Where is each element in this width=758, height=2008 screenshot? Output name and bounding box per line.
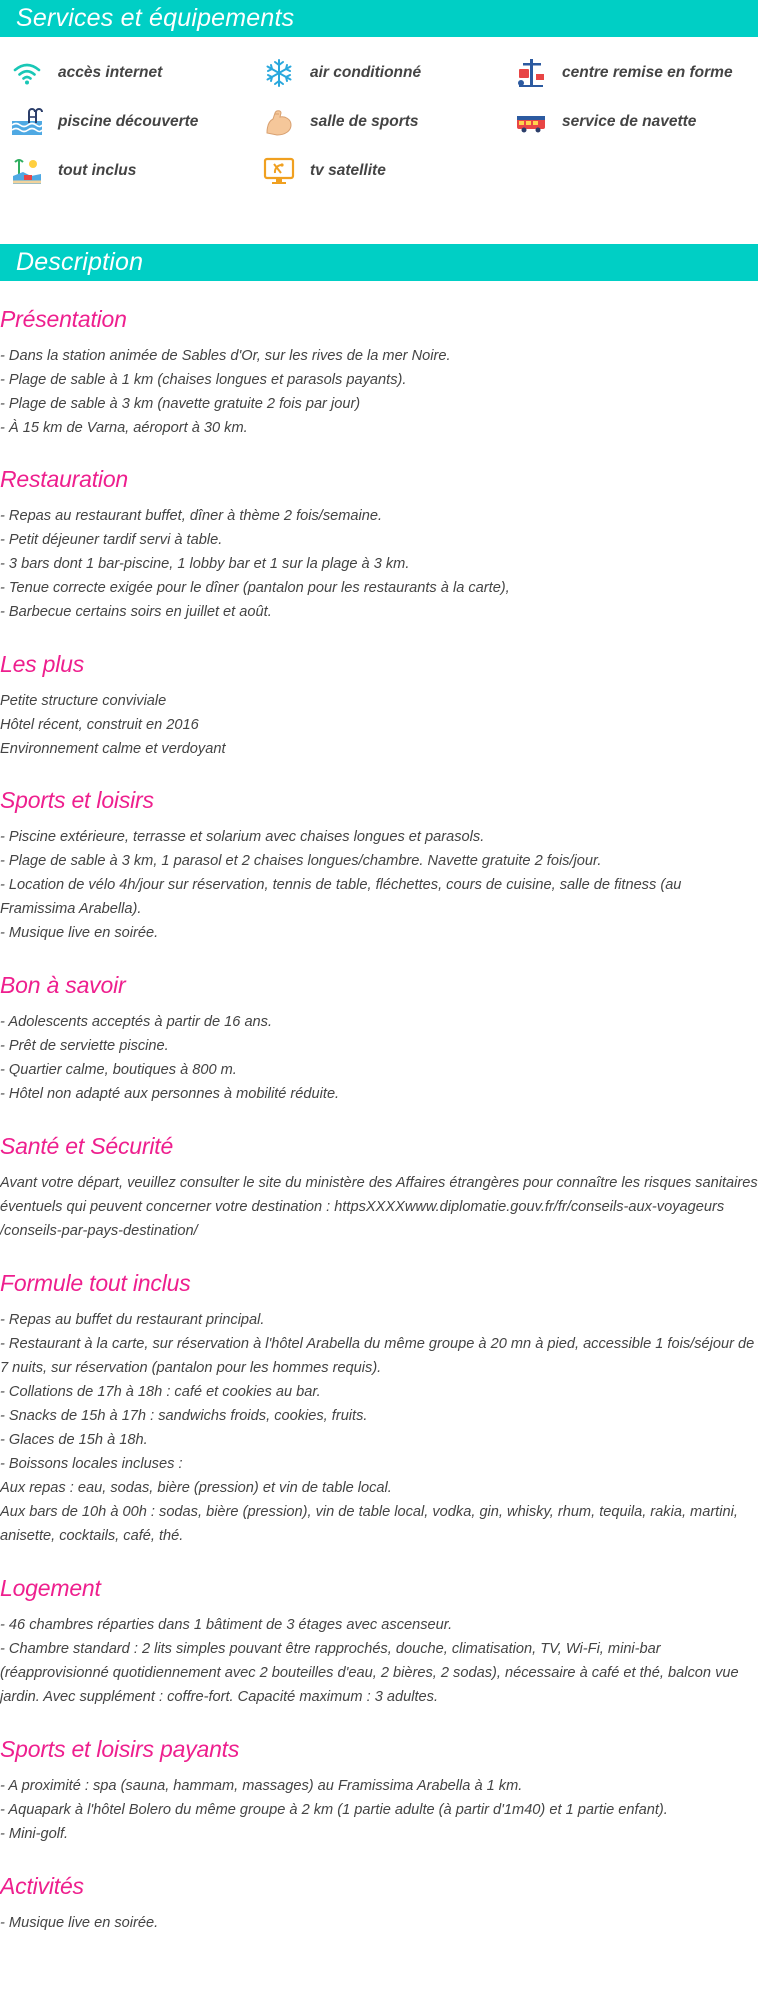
section-line: - Boissons locales incluses : — [0, 1456, 183, 1472]
section-line: - 46 chambres réparties dans 1 bâtiment de 3 étages avec ascenseur. — [0, 1617, 453, 1633]
section-line: - Dans la station animée de Sables d'Or, sur les rives de la mer Noire. — [0, 348, 451, 364]
wifi-icon — [10, 57, 44, 89]
service-label: tout inclus — [58, 162, 137, 179]
description-band: Description — [0, 244, 758, 281]
service-label: piscine découverte — [58, 113, 199, 130]
section-text — [0, 1911, 758, 1935]
section-title: Sports et loisirs payants — [0, 1736, 240, 1762]
section-line: - Musique live en soirée. — [0, 925, 159, 941]
section-line: Petite structure conviviale — [0, 693, 167, 709]
all-inclusive-icon — [10, 155, 44, 187]
service-label: air conditionné — [310, 64, 422, 81]
section-line: - Barbecue certains soirs en juillet et août. — [0, 604, 272, 620]
section-line: - Musique live en soirée. — [0, 1915, 159, 1931]
section-text — [0, 344, 758, 440]
section-line: - Plage de sable à 3 km (navette gratuite 2 fois par jour) — [0, 396, 361, 412]
section-title: Présentation — [0, 306, 127, 332]
description-section — [0, 649, 758, 761]
section-title: Activités — [0, 1873, 84, 1899]
section-line: - Aquapark à l'hôtel Bolero du même groupe à 2 km (1 partie adulte (à partir d'1m40) et 1 partie enfant). — [0, 1802, 668, 1818]
description-body — [0, 304, 758, 1935]
section-title: Restauration — [0, 466, 129, 492]
description-section — [0, 464, 758, 624]
service-label: centre remise en forme — [562, 64, 733, 81]
section-line: - A proximité : spa (sauna, hammam, massages) au Framissima Arabella à 1 km. — [0, 1778, 523, 1794]
section-text — [0, 689, 758, 761]
service-label: salle de sports — [310, 113, 419, 130]
section-text — [0, 1308, 758, 1548]
shuttle-bus-icon — [514, 106, 548, 138]
section-line: - Plage de sable à 1 km (chaises longues et parasols payants). — [0, 372, 407, 388]
description-section — [0, 785, 758, 945]
snowflake-icon — [262, 57, 296, 89]
service-item-satellite-tv — [262, 155, 386, 187]
description-section — [0, 1734, 758, 1846]
pool-icon — [10, 106, 44, 138]
service-item-shuttle — [514, 106, 696, 138]
section-line: - Chambre standard : 2 lits simples pouvant être rapprochés, douche, climatisation, TV, Wi-Fi, mini-bar (réapprovisionné quotidiennement avec 2 bouteilles d'eau, 2 bières, 2 sodas), nécessaire à café et thé, balcon vue jardin. Avec supplément : coffre-fort. Capacité maximum : 3 adultes. — [0, 1641, 739, 1705]
service-item-internet — [10, 57, 162, 89]
section-title: Bon à savoir — [0, 972, 126, 998]
gym-icon — [514, 57, 548, 89]
service-label: accès internet — [58, 64, 163, 81]
service-item-outdoor-pool — [10, 106, 198, 138]
description-section — [0, 970, 758, 1106]
section-line: - Tenue correcte exigée pour le dîner (pantalon pour les restaurants à la carte), — [0, 580, 510, 596]
section-text — [0, 1613, 758, 1709]
services-grid — [0, 37, 758, 244]
service-label: tv satellite — [310, 162, 386, 179]
section-line: - Repas au buffet du restaurant principal. — [0, 1312, 265, 1328]
section-line: - Restaurant à la carte, sur réservation à l'hôtel Arabella du même groupe à 20 mn à pied, accessible 1 fois/séjour de 7 nuits, sur réservation (pantalon pour les hommes requis). — [0, 1336, 755, 1376]
section-line: - Hôtel non adapté aux personnes à mobilité réduite. — [0, 1086, 340, 1102]
section-text — [0, 825, 758, 945]
section-line: - Plage de sable à 3 km, 1 parasol et 2 chaises longues/chambre. Navette gratuite 2 fois/jour. — [0, 853, 602, 869]
section-title: Santé et Sécurité — [0, 1133, 174, 1159]
section-title: Les plus — [0, 651, 85, 677]
section-line: Aux repas : eau, sodas, bière (pression) et vin de table local. — [0, 1480, 392, 1496]
section-line: - Glaces de 15h à 18h. — [0, 1432, 148, 1448]
section-line: Aux bars de 10h à 00h : sodas, bière (pression), vin de table local, vodka, gin, whisky, rhum, tequila, rakia, martini, anisette, cocktails, café, thé. — [0, 1504, 738, 1544]
section-title: Logement — [0, 1575, 101, 1601]
section-title: Sports et loisirs — [0, 787, 154, 813]
section-line: - Prêt de serviette piscine. — [0, 1038, 169, 1054]
service-label: service de navette — [562, 113, 697, 130]
section-line: - 3 bars dont 1 bar-piscine, 1 lobby bar et 1 sur la plage à 3 km. — [0, 556, 410, 572]
description-section — [0, 1131, 758, 1243]
muscle-arm-icon — [262, 106, 296, 138]
section-line: - Piscine extérieure, terrasse et solarium avec chaises longues et parasols. — [0, 829, 485, 845]
section-line: - À 15 km de Varna, aéroport à 30 km. — [0, 420, 248, 436]
section-line: - Petit déjeuner tardif servi à table. — [0, 532, 223, 548]
service-item-air-conditioning — [262, 57, 421, 89]
section-line: Hôtel récent, construit en 2016 — [0, 717, 199, 733]
service-item-sports-hall — [262, 106, 419, 138]
section-text — [0, 1171, 758, 1243]
description-section — [0, 304, 758, 440]
section-line: Avant votre départ, veuillez consulter le site du ministère des Affaires étrangères pour connaître les risques sanitaires éventuels qui peuvent concerner votre destination : httpsXXXXwww.diplomatie.gouv.fr/fr/conseils-aux-voyageurs /conseils-par-pays-destination/ — [0, 1175, 758, 1239]
section-title: Formule tout inclus — [0, 1270, 191, 1296]
section-text — [0, 504, 758, 624]
section-line: - Collations de 17h à 18h : café et cookies au bar. — [0, 1384, 321, 1400]
description-section — [0, 1268, 758, 1548]
satellite-tv-icon — [262, 155, 296, 187]
section-text — [0, 1774, 758, 1846]
section-line: - Quartier calme, boutiques à 800 m. — [0, 1062, 237, 1078]
section-line: - Adolescents acceptés à partir de 16 ans. — [0, 1014, 273, 1030]
section-line: - Location de vélo 4h/jour sur réservation, tennis de table, fléchettes, cours de cuisine, salle de fitness (au Framissima Arabella). — [0, 877, 682, 917]
description-section — [0, 1573, 758, 1709]
section-line: - Snacks de 15h à 17h : sandwichs froids, cookies, fruits. — [0, 1408, 368, 1424]
description-section — [0, 1871, 758, 1935]
section-line: Environnement calme et verdoyant — [0, 741, 226, 757]
section-line: - Mini-golf. — [0, 1826, 69, 1842]
service-item-fitness-center — [514, 57, 733, 89]
section-line: - Repas au restaurant buffet, dîner à thème 2 fois/semaine. — [0, 508, 383, 524]
section-text — [0, 1010, 758, 1106]
services-band: Services et équipements — [0, 0, 758, 37]
service-item-all-inclusive — [10, 155, 136, 187]
